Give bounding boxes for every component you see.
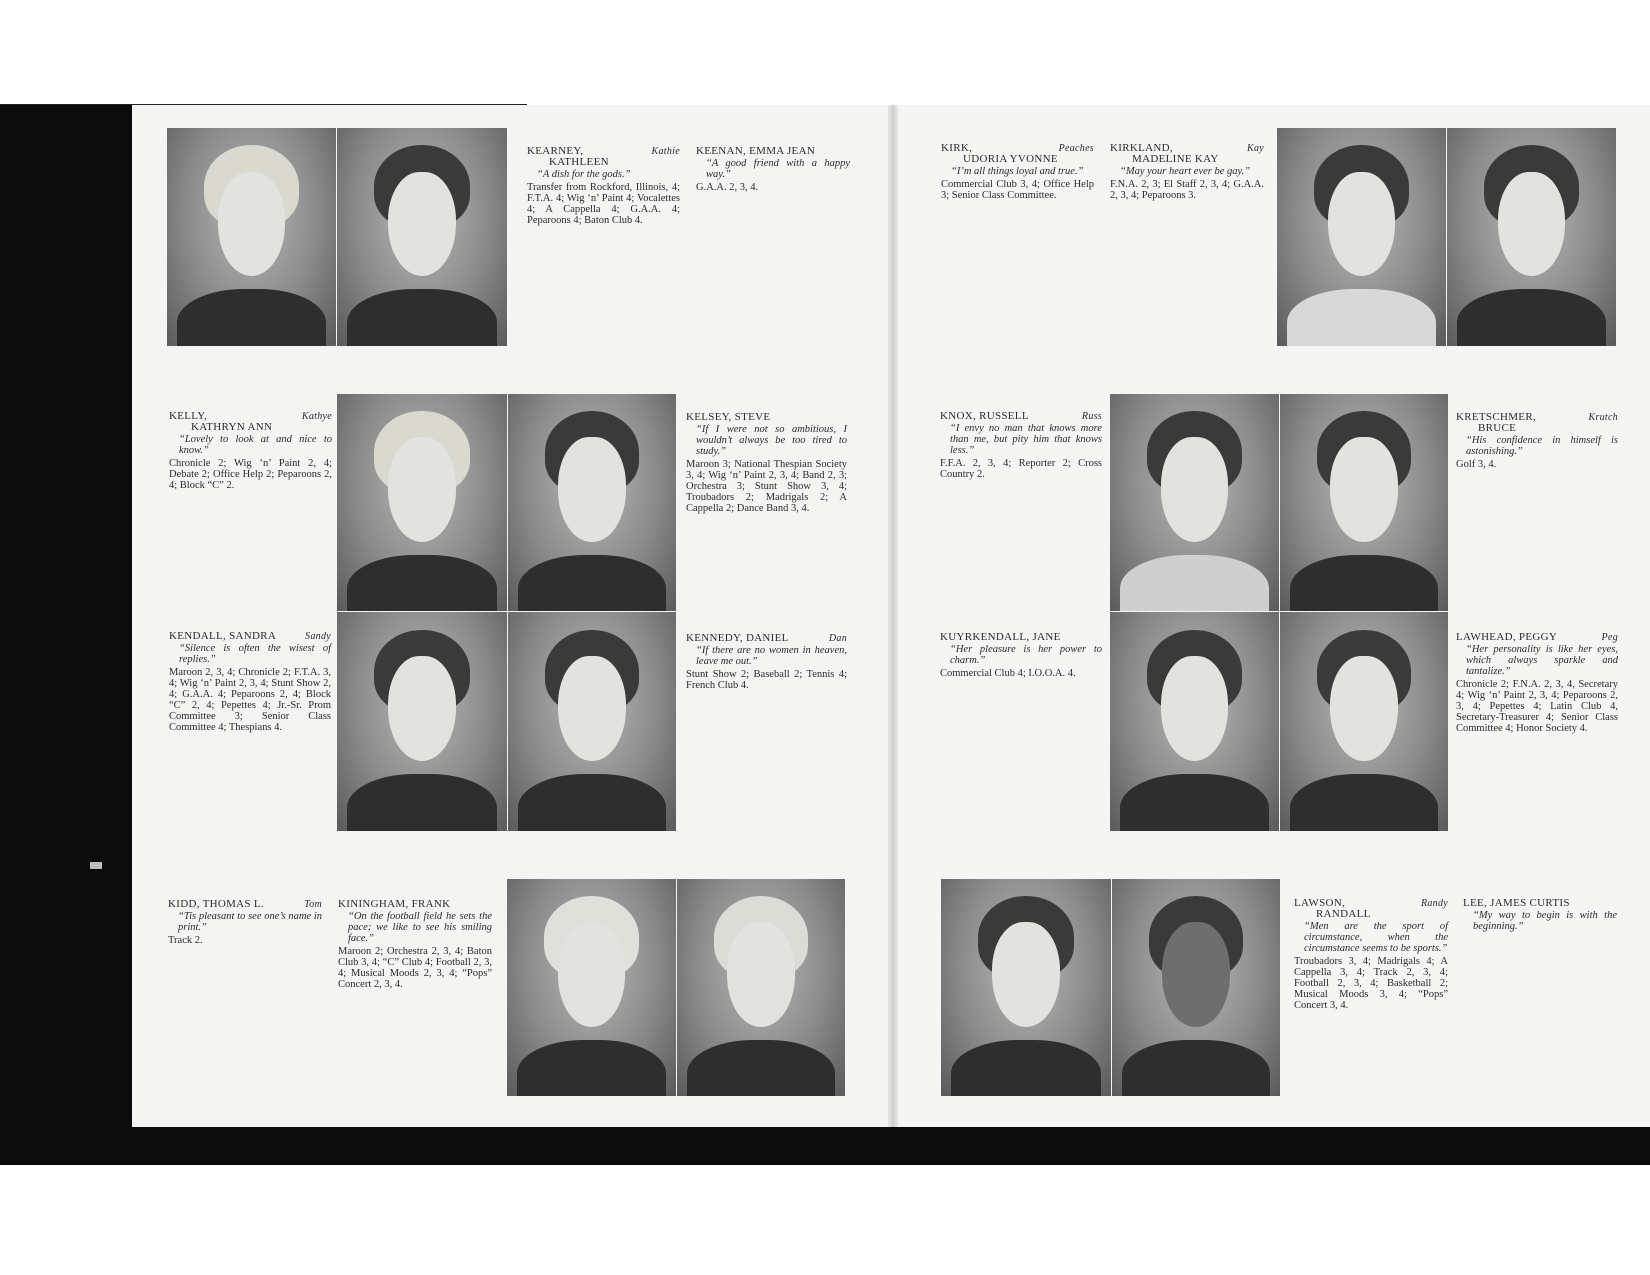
student-activities: G.A.A. 2, 3, 4.: [696, 182, 759, 193]
portrait-photo-knox: [1110, 394, 1279, 611]
student-quote: “Her pleasure is her power to charm.”: [950, 644, 1102, 666]
student-name-line2: RANDALL: [1316, 908, 1371, 920]
portrait-photo-kirkland: [1447, 128, 1616, 346]
student-activities: Chronicle 2; F.N.A. 2, 3, 4, Secretary 4; Wig ‘n’ Paint 2, 3, 4; Peparoons 2, 3, 4; Pepettes 4; Latin Club 4, Secretary-Treasurer 4; Senior Class Committee 4; Honor Society 4.: [1456, 679, 1618, 734]
student-nickname: Peaches: [1058, 143, 1094, 154]
student-name-line2: UDORIA YVONNE: [963, 153, 1058, 165]
student-quote: “If I were not so ambitious, I wouldn’t always be too tired to study.”: [696, 424, 847, 457]
student-entry-kelsey: [686, 412, 847, 514]
student-nickname: Sandy: [305, 631, 331, 642]
student-quote: “On the football field he sets the pace; we like to see his smiling face.”: [348, 911, 492, 944]
student-activities: Maroon 2; Orchestra 2, 3, 4; Baton Club 3, 4; “C” Club 4; Football 2, 3, 4; Musical Moods 2, 3, 4; “Pops” Concert 2, 3, 4.: [338, 946, 492, 990]
student-nickname: Randy: [1420, 898, 1448, 909]
student-entry-lawson: [1294, 898, 1448, 1011]
student-nickname: Kay: [1246, 143, 1264, 154]
student-nickname: Russ: [1081, 411, 1102, 422]
student-entry-kendall: [169, 631, 331, 733]
student-name: KININGHAM, FRANK: [338, 898, 451, 910]
portrait-photo-kirk: [1277, 128, 1446, 346]
student-activities: Track 2.: [168, 935, 203, 946]
student-quote: “If there are no women in heaven, leave me out.”: [696, 645, 847, 667]
portrait-photo-lee: [1112, 879, 1280, 1096]
student-entry-kiningham: [338, 899, 492, 990]
student-activities: Golf 3, 4.: [1456, 459, 1497, 470]
student-name: LAWSON,: [1294, 897, 1346, 909]
student-name-line2: KATHLEEN: [549, 156, 609, 168]
student-activities: Commercial Club 3, 4; Office Help 3; Senior Class Committee.: [941, 179, 1094, 201]
student-name: KRETSCHMER,: [1456, 411, 1537, 423]
student-name: KEENAN, EMMA JEAN: [696, 145, 816, 157]
student-activities: F.F.A. 2, 3, 4; Reporter 2; Cross Country 2.: [940, 458, 1102, 480]
student-nickname: Kathye: [301, 411, 332, 422]
student-activities: F.N.A. 2, 3; El Staff 2, 3, 4; G.A.A. 2, 3, 4; Peparoons 3.: [1110, 179, 1264, 201]
student-quote: “His confidence in himself is astonishing.”: [1466, 435, 1618, 457]
student-name-line2: BRUCE: [1478, 422, 1517, 434]
student-name: KENNEDY, DANIEL: [686, 632, 789, 644]
student-activities: Stunt Show 2; Baseball 2; Tennis 4; French Club 4.: [686, 669, 847, 691]
student-quote: “My way to begin is with the beginning.”: [1473, 910, 1617, 932]
portrait-photo-kuyrkendall: [1110, 612, 1279, 831]
student-entry-kearney: [527, 146, 680, 226]
portrait-photo-keenan: [337, 128, 507, 346]
student-name-line2: KATHRYN ANN: [191, 421, 273, 433]
portrait-photo-kearney: [167, 128, 336, 346]
student-activities: Troubadors 3, 4; Madrigals 4; A Cappella 3, 4; Track 2, 3, 4; Football 2, 3, 4; Basketball 2; Musical Moods 3, 4; “Pops” Concert 3, 4.: [1294, 956, 1448, 1011]
student-entry-keenan: [696, 146, 850, 193]
portrait-photo-kelsey: [508, 394, 676, 611]
student-quote: “Men are the sport of circumstance, when the circumstance seems to be sports.”: [1304, 921, 1448, 954]
student-name: KIRKLAND,: [1110, 142, 1173, 154]
student-activities: Maroon 2, 3, 4; Chronicle 2; F.T.A. 3, 4; Wig ‘n’ Paint 2, 3, 4; Stunt Show 2, 4; G.A.A. 4; Peparoons 2, 4; Block “C” 2, 4; Pepettes 4; Jr.-Sr. Prom Committee 3; Senior Class Committee 4; Thespians 4.: [169, 667, 331, 733]
portrait-photo-kendall: [337, 612, 507, 831]
portrait-photo-kiningham: [677, 879, 845, 1096]
student-nickname: Kathie: [651, 146, 680, 157]
student-quote: “Tis pleasant to see one’s name in print.”: [178, 911, 322, 933]
student-nickname: Peg: [1601, 632, 1618, 643]
portrait-photo-kidd: [507, 879, 676, 1096]
student-quote: “May your heart ever be gay.”: [1120, 166, 1251, 177]
student-name: LAWHEAD, PEGGY: [1456, 631, 1558, 643]
student-name: KNOX, RUSSELL: [940, 410, 1029, 422]
student-name-line2: MADELINE KAY: [1132, 153, 1219, 165]
student-activities: Maroon 3; National Thespian Society 3, 4; Wig ‘n’ Paint 2, 3, 4; Band 2, 3; Orchestra 3; Stunt Show 3, 4; Troubadors 2; Madrigals 2; A Cappella 2; Dance Band 3, 4.: [686, 459, 847, 514]
student-activities: Chronicle 2; Wig ‘n’ Paint 2, 4; Debate 2; Office Help 2; Peparoons 2, 4; Block “C” 2.: [169, 458, 332, 491]
student-quote: “Lovely to look at and nice to know.”: [179, 434, 332, 456]
portrait-photo-kennedy: [508, 612, 676, 831]
student-entry-kirkland: [1110, 143, 1264, 201]
student-entry-kretschmer: [1456, 412, 1618, 470]
student-name: KIRK,: [941, 142, 973, 154]
portrait-photo-kretschmer: [1280, 394, 1448, 611]
student-name: KIDD, THOMAS L.: [168, 898, 264, 910]
student-name: KUYRKENDALL, JANE: [940, 631, 1061, 643]
student-quote: “I’m all things loyal and true.”: [951, 166, 1084, 177]
portrait-photo-kelly: [337, 394, 507, 611]
page-top-edge: [0, 104, 527, 105]
student-quote: “Her personality is like her eyes, which always sparkle and tantalize.”: [1466, 644, 1618, 677]
student-quote: “A good friend with a happy way.”: [706, 158, 850, 180]
student-name: KELSEY, STEVE: [686, 411, 771, 423]
student-quote: “A dish for the gods.”: [537, 169, 631, 180]
book-gutter: [888, 105, 898, 1127]
student-activities: Transfer from Rockford, Illinois, 4; F.T.A. 4; Wig ‘n’ Paint 4; Vocalettes 4; A Cappella 4; G.A.A. 4; Peparoons 4; Baton Club 4.: [527, 182, 680, 226]
student-name: LEE, JAMES CURTIS: [1463, 897, 1570, 909]
student-entry-kirk: [941, 143, 1094, 201]
student-entry-lee: [1463, 898, 1617, 934]
page-tab: [90, 862, 102, 869]
student-entry-knox: [940, 411, 1102, 480]
student-name: KEARNEY,: [527, 145, 584, 157]
portrait-photo-lawson: [941, 879, 1111, 1096]
student-name: KELLY,: [169, 410, 208, 422]
student-nickname: Krutch: [1588, 412, 1618, 423]
student-quote: “Silence is often the wisest of replies.”: [179, 643, 331, 665]
student-nickname: Tom: [304, 899, 322, 910]
student-entry-kuyrkendall: [940, 632, 1102, 679]
student-entry-kennedy: [686, 633, 847, 691]
student-activities: Commercial Club 4; I.O.O.A. 4.: [940, 668, 1076, 679]
portrait-photo-lawhead: [1280, 612, 1448, 831]
student-entry-lawhead: [1456, 632, 1618, 734]
student-quote: “I envy no man that knows more than me, but pity him that knows less.”: [950, 423, 1102, 456]
student-nickname: Dan: [828, 633, 847, 644]
student-name: KENDALL, SANDRA: [169, 630, 277, 642]
student-entry-kelly: [169, 411, 332, 491]
student-entry-kidd: [168, 899, 322, 946]
